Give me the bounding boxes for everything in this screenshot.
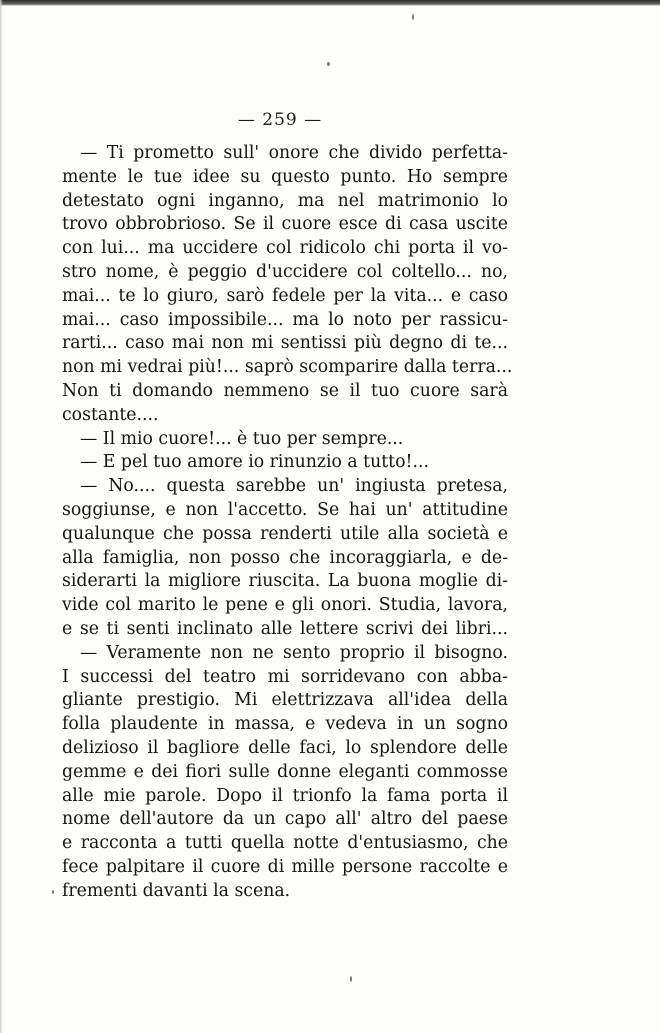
text-line: costante.... <box>62 404 159 425</box>
text-line: fece palpitare il cuore di mille persone raccolte e <box>62 856 508 877</box>
text-line: frementi davanti la scena. <box>62 880 291 901</box>
text-line: soggiunse, e non l'accetto. Se hai un' attitudine <box>62 499 508 520</box>
paper-speck <box>350 976 352 982</box>
text-line: vide col marito le pene e gli onori. Studia, lavora, <box>62 595 508 616</box>
page-left-edge <box>0 0 3 1033</box>
text-line: stro nome, è peggio d'uccidere col coltello... no, <box>62 261 508 282</box>
text-line: — Il mio cuore!... è tuo per sempre... <box>80 428 404 449</box>
page-number: — 259 — <box>237 110 323 130</box>
text-line: alle mie parole. Dopo il trionfo la fama porta il <box>62 785 508 806</box>
text-line: mente le tue idee su questo punto. Ho sempre <box>62 166 508 187</box>
text-line: trovo obbrobrioso. Se il cuore esce di casa uscite <box>62 214 508 235</box>
text-line: nome dell'autore da un capo all' altro del paese <box>62 809 508 830</box>
text-line: — Ti prometto sull' onore che divido perfetta- <box>80 143 508 163</box>
text-line: folla plaudente in massa, e vedeva in un sogno <box>62 714 508 735</box>
text-line: gemme e dei fiori sulle donne eleganti commosse <box>62 761 508 782</box>
text-line: e racconta a tutti quella notte d'entusiasmo, che <box>62 833 508 854</box>
text-line: siderarti la migliore riuscita. La buona moglie di- <box>62 571 508 592</box>
text-line: rarti... caso mai non mi sentissi più degno di te... <box>62 333 508 354</box>
text-line: — Veramente non ne sento proprio il bisogno. <box>80 642 508 663</box>
text-line: alla famiglia, non posso che incoraggiarla, e de- <box>62 547 508 568</box>
text-line: Non ti domando nemmeno se il tuo cuore sarà <box>62 380 508 401</box>
body-text <box>62 142 513 904</box>
text-line: — No.... questa sarebbe un' ingiusta pretesa, <box>80 476 508 497</box>
paper-speck <box>327 62 330 66</box>
text-line: detestato ogni inganno, ma nel matrimonio lo <box>62 190 508 211</box>
text-line: e se ti senti inclinato alle lettere scrivi dei libri... <box>62 618 508 639</box>
text-line: qualunque che possa renderti utile alla società e <box>62 523 508 544</box>
paper-speck <box>52 890 54 894</box>
paper-speck <box>412 14 414 20</box>
text-line: non mi vedrai più!... saprò scomparire dalla terra... <box>62 357 513 378</box>
text-line: gliante prestigio. Mi elettrizzava all'idea della <box>62 690 508 711</box>
text-line: mai... caso impossibile... ma lo noto per rassicu- <box>62 309 508 330</box>
text-line: mai... te lo giuro, sarò fedele per la vita... e caso <box>62 285 508 306</box>
page-top-edge <box>0 0 660 6</box>
text-line: delizioso il bagliore delle faci, lo splendore delle <box>62 737 508 758</box>
text-line: I successi del teatro mi sorridevano con abba- <box>62 666 508 687</box>
text-line: con lui... ma uccidere col ridicolo chi porta il vo- <box>62 238 508 259</box>
text-line: — E pel tuo amore io rinunzio a tutto!... <box>80 452 429 473</box>
